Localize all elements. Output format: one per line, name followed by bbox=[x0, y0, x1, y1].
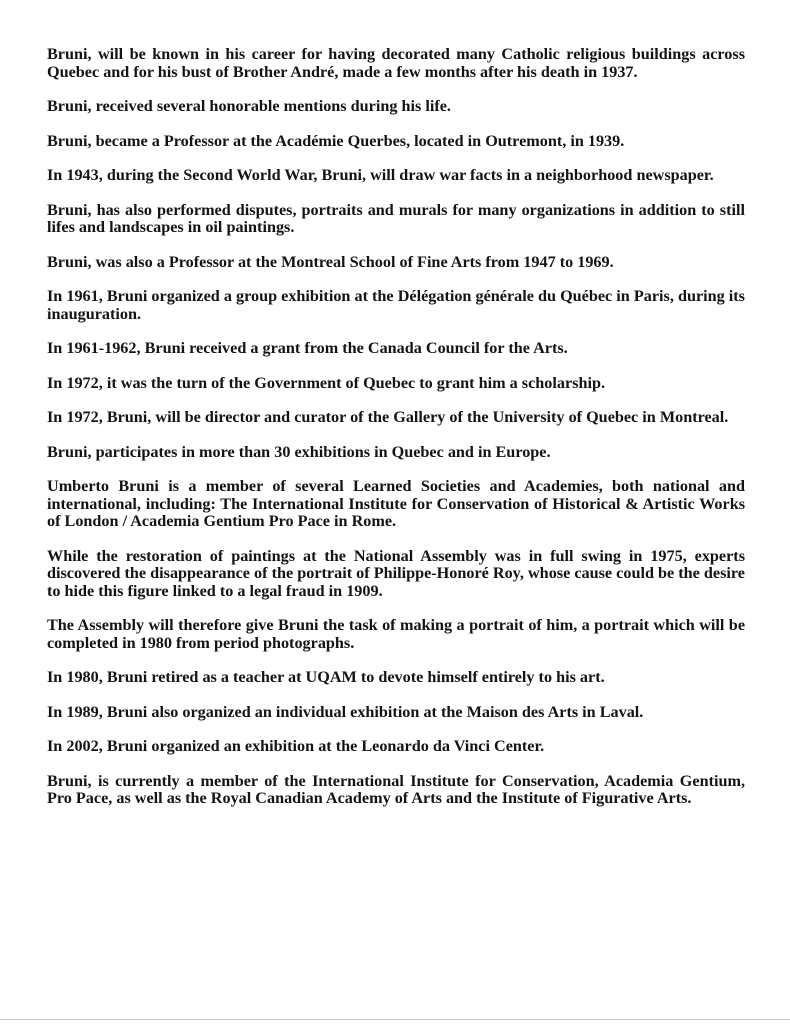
bottom-edge-divider bbox=[0, 1019, 790, 1020]
paragraph-quebec-scholarship: In 1972, it was the turn of the Government of Quebec to grant him a scholarship. bbox=[47, 373, 606, 392]
paragraph-laval-exhibition: In 1989, Bruni also organized an individual exhibition at the Maison des Arts in Laval. bbox=[47, 702, 644, 721]
paragraph-portrait-commission: The Assembly will therefore give Bruni the task of making a portrait of him, a portrait which will be completed in 1980 from period photographs. bbox=[47, 616, 745, 652]
paragraph-exhibitions: Bruni, participates in more than 30 exhibitions in Quebec and in Europe. bbox=[47, 442, 551, 461]
paragraph-works: Bruni, has also performed disputes, portraits and murals for many organizations in addition to still lifes and landscapes in oil paintings. bbox=[47, 200, 745, 236]
paragraph-1961-exhibition: In 1961, Bruni organized a group exhibition at the Délégation générale du Québec in Paris, during its inauguration. bbox=[47, 287, 745, 323]
paragraph-retirement: In 1980, Bruni retired as a teacher at UQAM to devote himself entirely to his art. bbox=[47, 668, 605, 686]
paragraph-1943-newspaper: In 1943, during the Second World War, Bruni, will draw war facts in a neighborhood newspaper. bbox=[47, 166, 714, 184]
paragraph-memberships: Bruni, is currently a member of the International Institute for Conservation, Academia Gentium, Pro Pace, as well as the Royal Canadian Academy of Arts and the Institute of Figurative Arts. bbox=[47, 771, 745, 807]
paragraph-academie-querbes: Bruni, became a Professor at the Académie Querbes, located in Outremont, in 1939. bbox=[47, 131, 625, 150]
document-body bbox=[47, 46, 745, 825]
paragraph-restoration: While the restoration of paintings at the National Assembly was in full swing in 1975, experts discovered the disappearance of the portrait of Philippe-Honoré Roy, whose cause could be the desire to hide this figure linked to a legal fraud in 1909. bbox=[47, 546, 745, 600]
paragraph-career: Bruni, will be known in his career for having decorated many Catholic religious buildings across Quebec and for his bust of Brother André, made a few months after his death in 1937. bbox=[47, 45, 745, 81]
paragraph-learned-societies: Umberto Bruni is a member of several Learned Societies and Academies, both national and international, including: The International Institute for Conservation of Historical & Artistic Works of London / Academia Gentium Pro Pace in Rome. bbox=[47, 477, 745, 530]
paragraph-gallery-director: In 1972, Bruni, will be director and curator of the Gallery of the University of Quebec in Montreal. bbox=[47, 408, 729, 426]
paragraph-fine-arts-professor: Bruni, was also a Professor at the Montreal School of Fine Arts from 1947 to 1969. bbox=[47, 252, 614, 271]
paragraph-canada-council-grant: In 1961-1962, Bruni received a grant from the Canada Council for the Arts. bbox=[47, 339, 568, 357]
paragraph-da-vinci-exhibition: In 2002, Bruni organized an exhibition at the Leonardo da Vinci Center. bbox=[47, 737, 545, 755]
paragraph-honorable-mentions: Bruni, received several honorable mentions during his life. bbox=[47, 97, 451, 115]
